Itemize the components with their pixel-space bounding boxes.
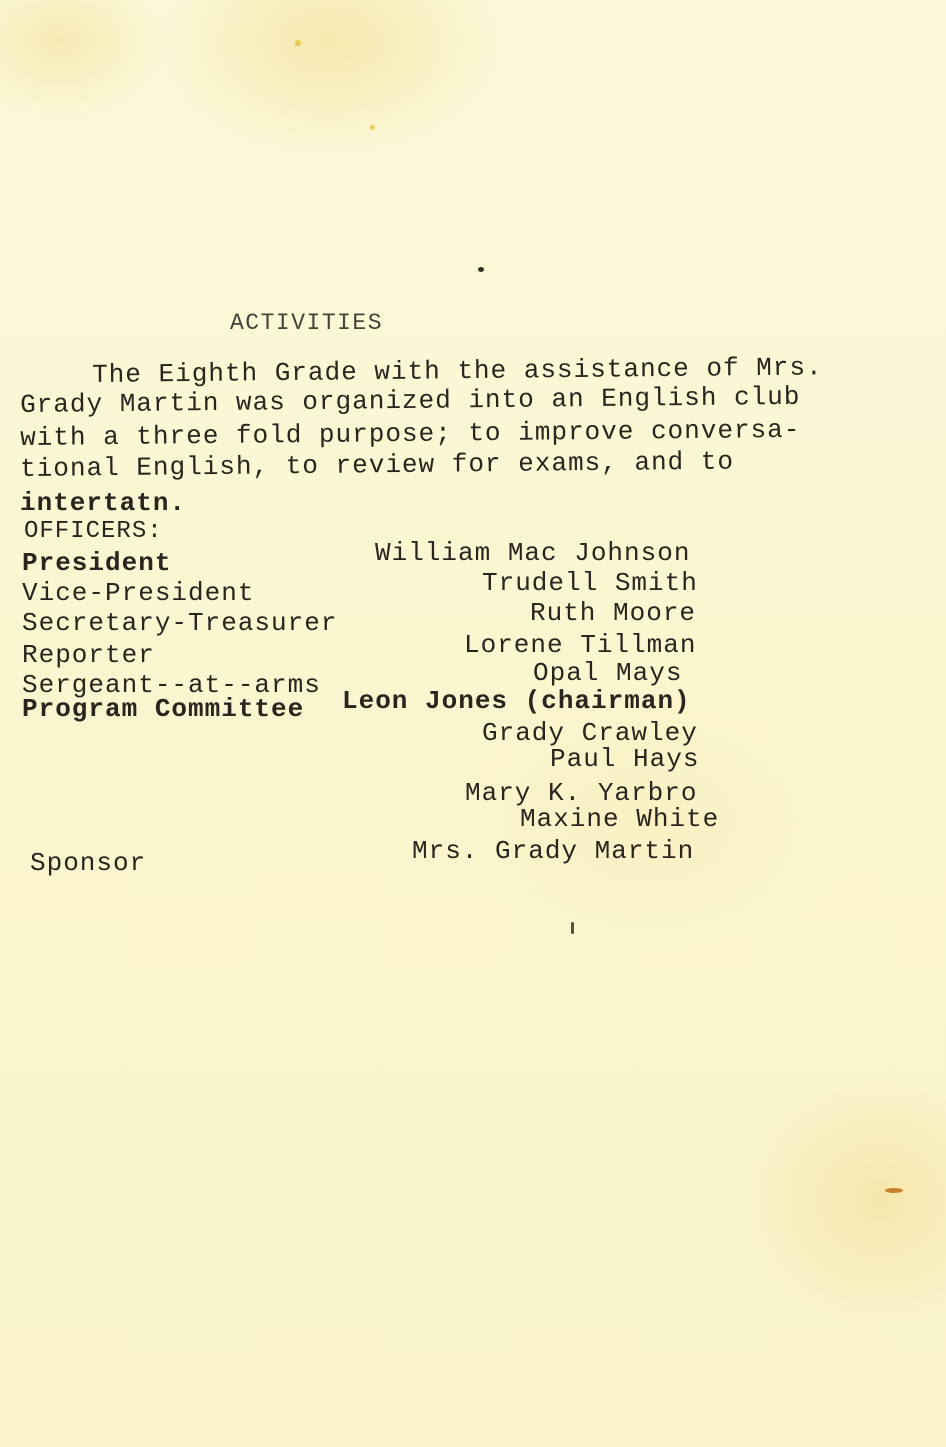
officers-label: OFFICERS: (24, 518, 163, 545)
stain-speck (370, 125, 375, 130)
officer-name: William Mac Johnson (375, 538, 691, 568)
sponsor-role: Sponsor (30, 848, 147, 878)
page-title: ACTIVITIES (230, 310, 384, 336)
officer-name: Opal Mays (533, 658, 683, 688)
officer-name: Ruth Moore (530, 598, 697, 628)
officer-role: Sergeant--at--arms (22, 670, 321, 700)
officer-name: Leon Jones (chairman) (342, 686, 691, 716)
paragraph-line: with a three fold purpose; to improve conversa- (19, 414, 801, 453)
committee-member: Paul Hays (550, 744, 700, 774)
paragraph-line: intertatn. (20, 488, 187, 518)
stain-speck (885, 1188, 903, 1193)
officer-role: Secretary-Treasurer (22, 608, 338, 638)
paragraph-line: Grady Martin was organized into an English club (19, 381, 801, 420)
stain-speck (295, 40, 301, 46)
officer-role: Program Committee (22, 694, 305, 724)
officer-role: President (22, 548, 172, 578)
officer-name: Trudell Smith (482, 568, 698, 598)
officer-role: Vice-President (22, 578, 255, 608)
ink-speck (571, 922, 574, 934)
officer-name: Lorene Tillman (464, 630, 697, 660)
committee-member: Mary K. Yarbro (465, 778, 698, 808)
officer-role: Reporter (22, 640, 155, 670)
committee-member: Maxine White (520, 804, 720, 834)
ink-speck (478, 267, 484, 272)
paragraph-line: tional English, to review for exams, and to (19, 446, 735, 484)
paragraph-line: The Eighth Grade with the assistance of Mrs. (91, 352, 823, 390)
sponsor-name: Mrs. Grady Martin (412, 836, 695, 866)
committee-member: Grady Crawley (482, 718, 698, 748)
